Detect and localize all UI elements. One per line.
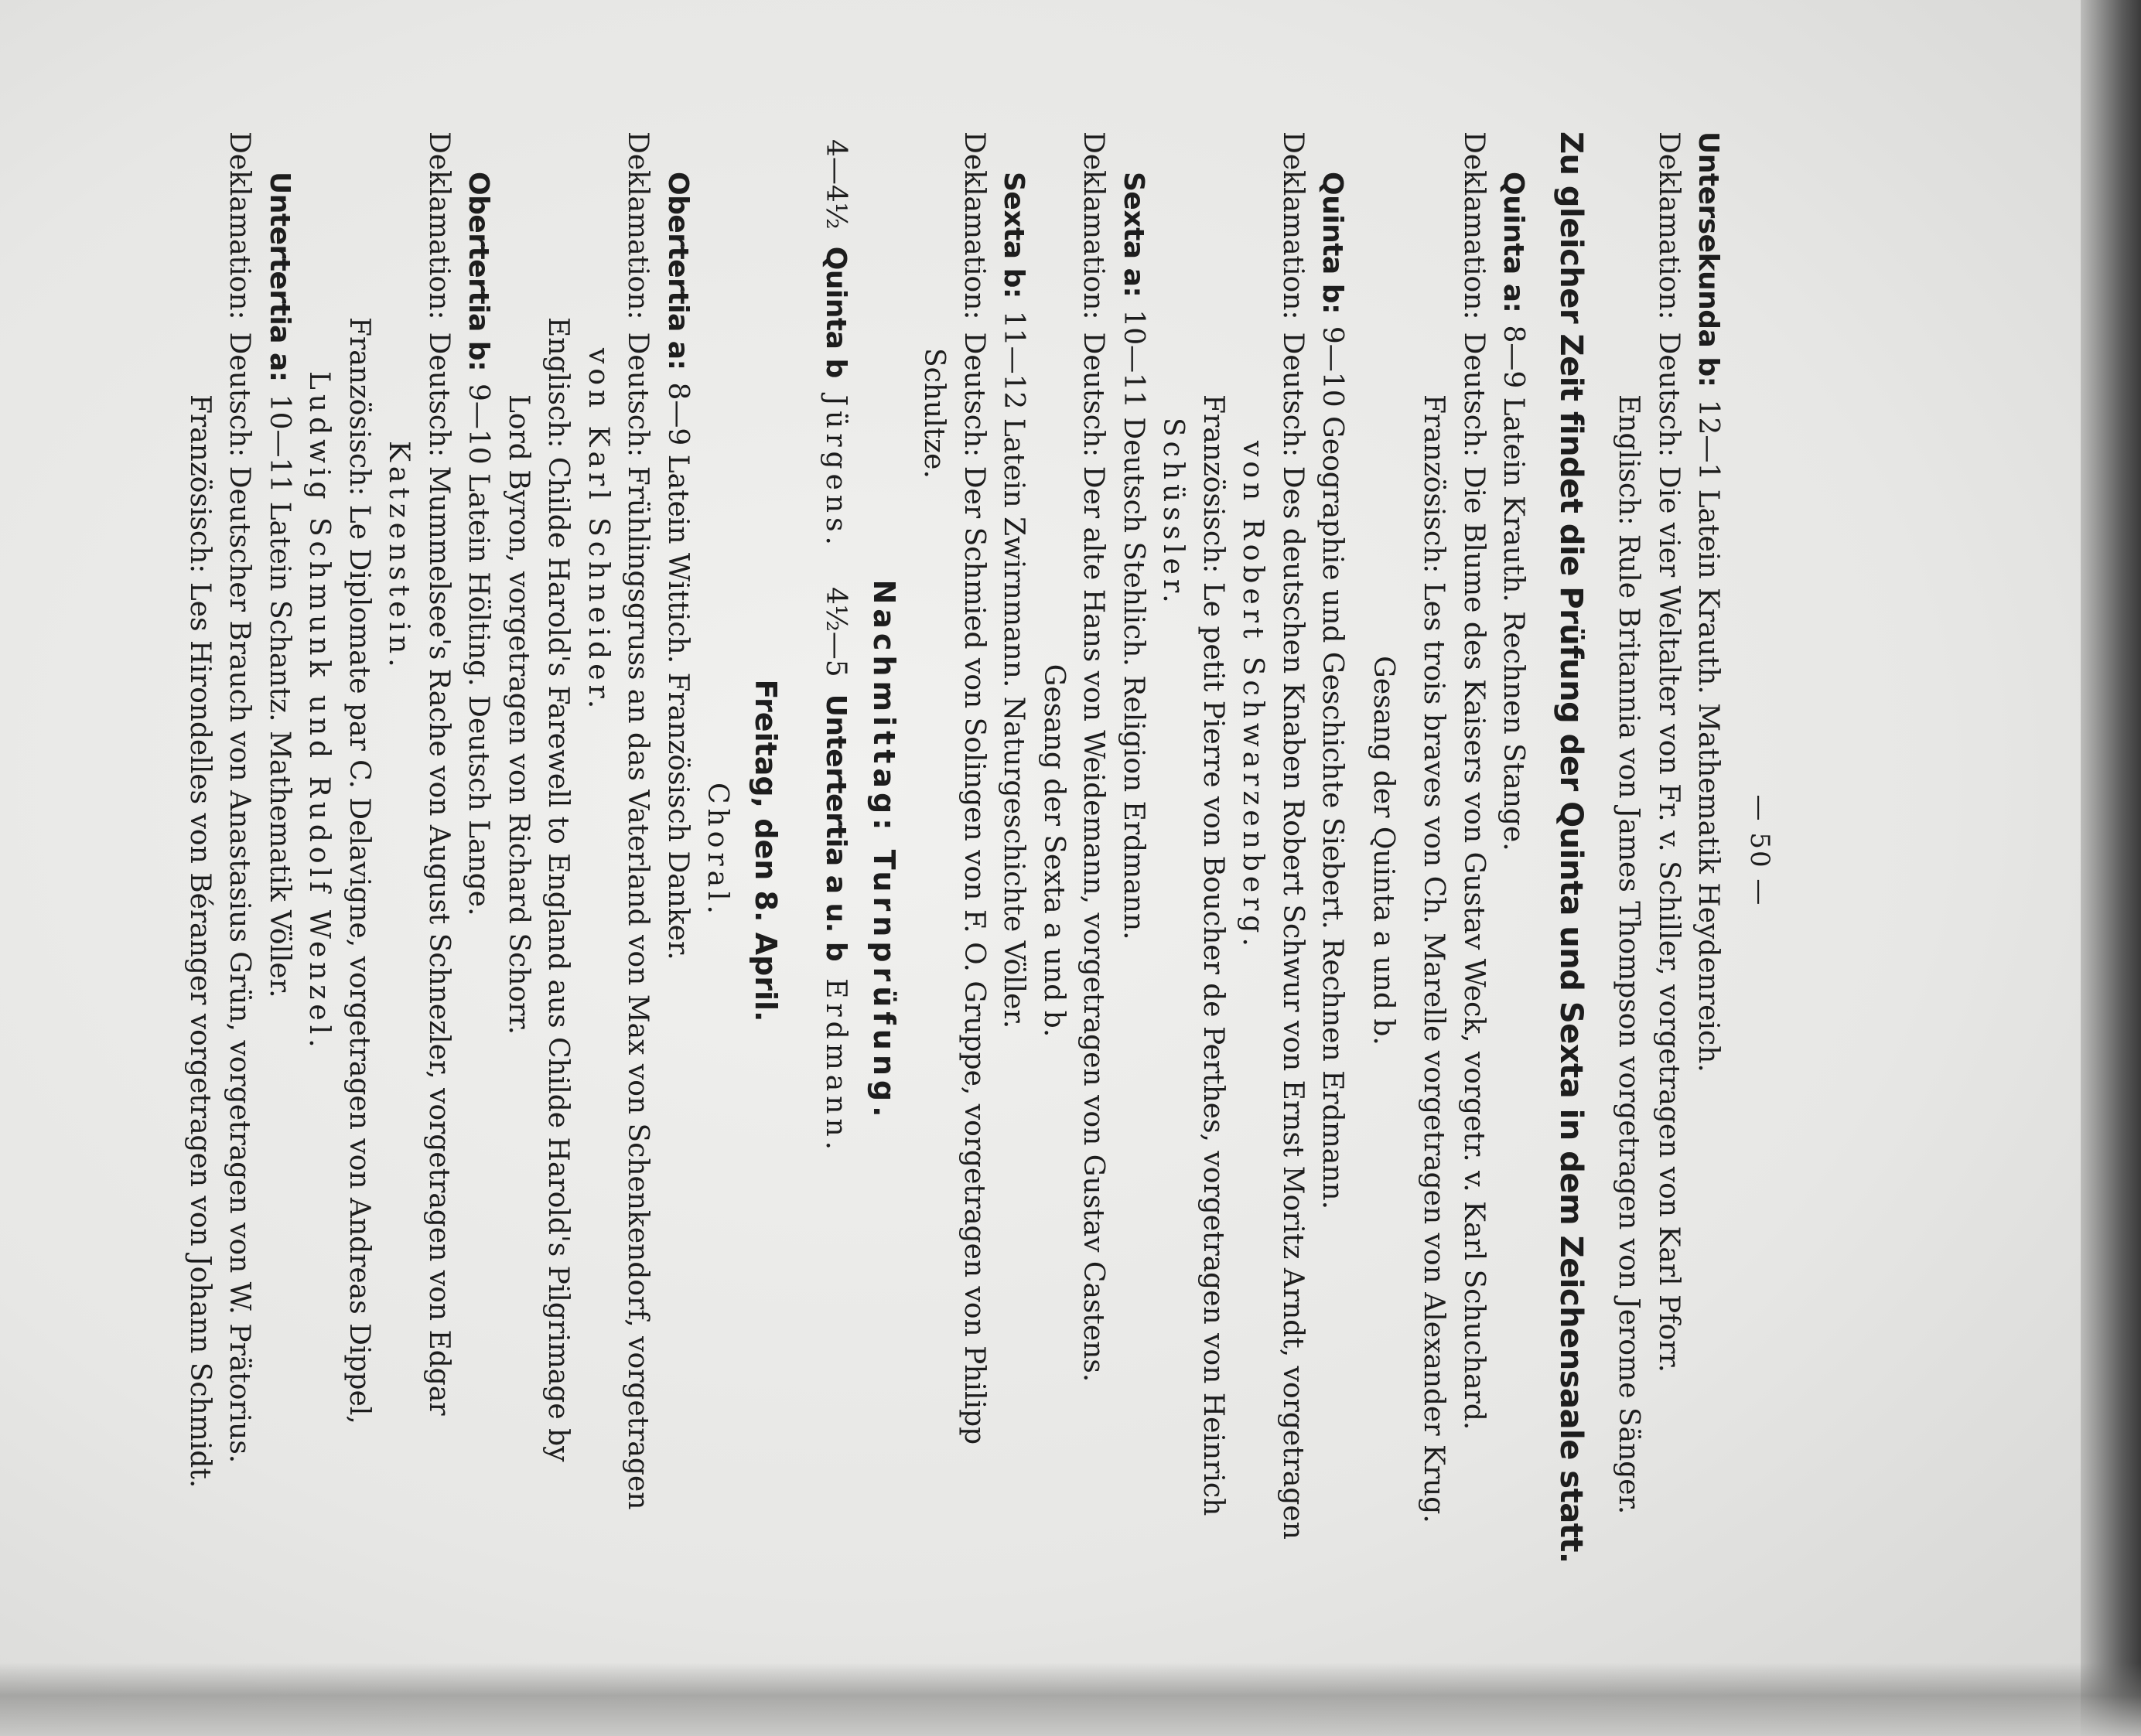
schedule-text: 9—10 Latein Hölting. Deutsch Lange. bbox=[463, 383, 495, 916]
class-label: Untersekunda b: bbox=[1692, 131, 1725, 387]
schedule-text: 8—9 Latein Wittich. Französisch Danker. bbox=[662, 382, 694, 960]
gesang-sexta: Gesang der Sexta a und b. bbox=[1038, 663, 1070, 1038]
block-sexta-a bbox=[1074, 131, 1153, 1570]
block-sexta-b bbox=[914, 131, 1034, 1570]
deklamation-label: Deklamation: bbox=[1653, 131, 1685, 320]
deklamation-text: Deutsch: Frühlingsgruss an das Vaterland von Max von Schenkendorf, vorgetragen bbox=[622, 332, 654, 1510]
turn-teacher-1: Jürgens. bbox=[820, 394, 852, 550]
choral-label: Choral. bbox=[702, 782, 734, 919]
heading-freitag: Freitag, den 8. April. bbox=[749, 679, 783, 1022]
page-bottom-edge bbox=[0, 1663, 2141, 1736]
heading-nachmittag: Nachmittag: Turnprüfung. bbox=[867, 579, 901, 1122]
heading-zeichensaal: Zu gleicher Zeit findet die Prüfung der Quinta und Sexta in dem Zeichensaale statt. bbox=[1553, 131, 1589, 1564]
class-label: Obertertia a: bbox=[662, 172, 694, 370]
deklamation-text: Schüssler. bbox=[1157, 418, 1190, 608]
class-label: Sexta a: bbox=[1118, 172, 1149, 298]
deklamation-text: Katzenstein. bbox=[383, 441, 415, 672]
block-obertertia-a bbox=[499, 131, 698, 1570]
turn-teacher-2: Erdmann. bbox=[820, 978, 852, 1155]
deklamation-text: Deutsch: Die vier Weltalter von Fr. v. Schiller, vorgetragen von Karl Pforr. bbox=[1653, 332, 1685, 1373]
class-label: Quinta b: bbox=[1316, 172, 1349, 314]
deklamation-text: Französisch: Le petit Pierre von Boucher de Perthes, vorgetragen von Heinrich bbox=[1197, 394, 1229, 1516]
deklamation-label: Deklamation: bbox=[1458, 131, 1490, 320]
schedule-text: 10—11 Deutsch Stehlich. Religion Erdmann. bbox=[1118, 309, 1149, 940]
deklamation-text: Englisch: Rule Britannia von James Thompson vorgetragen von Jerome Sänger. bbox=[1613, 394, 1645, 1515]
deklamation-text: Lord Byron, vorgetragen von Richard Schorr. bbox=[503, 394, 534, 1035]
schedule-text: 12—1 Latein Krauth. Mathematik Heydenreich. bbox=[1692, 399, 1725, 1073]
deklamation-text: Deutsch: Der Schmied von Solingen von F. O. Gruppe, vorgetragen von Philipp bbox=[958, 332, 990, 1445]
gesang-quinta: Gesang der Quinta a und b. bbox=[1368, 656, 1399, 1045]
deklamation-text: von Robert Schwarzenberg. bbox=[1237, 441, 1269, 951]
deklamation-text: Deutsch: Des deutschen Knaben Robert Schwur von Ernst Moritz Arndt, vorgetragen bbox=[1277, 332, 1309, 1540]
block-quinta-a bbox=[1414, 131, 1534, 1570]
turn-class-1: Quinta b bbox=[820, 246, 852, 378]
turn-class-2: Untertertia a u. b bbox=[820, 694, 852, 962]
deklamation-label: Deklamation: bbox=[958, 131, 990, 320]
deklamation-text: Deutsch: Deutscher Brauch von Anastasius Grün, vorgetragen von W. Prätorius. bbox=[224, 332, 256, 1464]
block-untertertia-a bbox=[180, 131, 300, 1570]
deklamation-text: Schultze. bbox=[918, 348, 951, 479]
class-label: Obertertia b: bbox=[463, 172, 495, 371]
deklamation-text: Französisch: Les trois braves von Ch. Marelle vorgetragen von Alexander Krug. bbox=[1418, 394, 1450, 1523]
deklamation-label: Deklamation: bbox=[423, 131, 455, 320]
schedule-text: 10—11 Latein Schantz. Mathematik Völler. bbox=[264, 394, 295, 998]
block-untersekunda-b bbox=[1609, 131, 1729, 1570]
document-page bbox=[184, 131, 1779, 1570]
block-quinta-b bbox=[1153, 131, 1353, 1570]
page-number: — 50 — bbox=[1744, 794, 1775, 907]
deklamation-text: Deutsch: Mummelsee's Rache von August Schnezler, vorgetragen von Edgar bbox=[423, 332, 455, 1416]
book-gutter-shadow bbox=[2081, 0, 2141, 1736]
turnpruefung-line bbox=[816, 131, 856, 1570]
deklamation-text: Ludwig Schmunk und Rudolf Wenzel. bbox=[303, 371, 336, 1052]
class-label: Sexta b: bbox=[998, 172, 1030, 298]
schedule-text: 9—10 Geographie und Geschichte Siebert. Rechnen Erdmann. bbox=[1316, 326, 1349, 1210]
class-label: Quinta a: bbox=[1497, 172, 1530, 313]
schedule-text: 8—9 Latein Krauth. Rechnen Stange. bbox=[1497, 325, 1530, 851]
block-obertertia-b bbox=[299, 131, 499, 1570]
schedule-text: 11—12 Latein Zwirnmann. Naturgeschichte Völler. bbox=[998, 310, 1030, 1029]
deklamation-text: Französisch: Le Diplomate par C. Delavigne, vorgetragen von Andreas Dippel, bbox=[343, 317, 375, 1424]
turn-time-2: 4½—5 bbox=[820, 587, 852, 677]
turn-time-1: 4—4½ bbox=[820, 139, 852, 230]
class-label: Untertertia a: bbox=[264, 172, 295, 382]
deklamation-text: Deutsch: Die Blume des Kaisers von Gustav Weck, vorgetr. v. Karl Schuchard. bbox=[1458, 332, 1490, 1431]
deklamation-text: Deutsch: Der alte Hans von Weidemann, vorgetragen von Gustav Castens. bbox=[1077, 332, 1110, 1383]
deklamation-label: Deklamation: bbox=[224, 131, 256, 320]
deklamation-label: Deklamation: bbox=[1277, 131, 1309, 320]
deklamation-text: von Karl Schneider. bbox=[582, 348, 614, 714]
deklamation-label: Deklamation: bbox=[1077, 131, 1110, 320]
deklamation-text: Englisch: Childe Harold's Farewell to England aus Childe Harold's Pilgrimage by bbox=[542, 317, 575, 1462]
deklamation-label: Deklamation: bbox=[622, 131, 654, 320]
deklamation-text: Französisch: Les Hirondelles von Béranger vorgetragen von Johann Schmidt. bbox=[184, 394, 216, 1489]
